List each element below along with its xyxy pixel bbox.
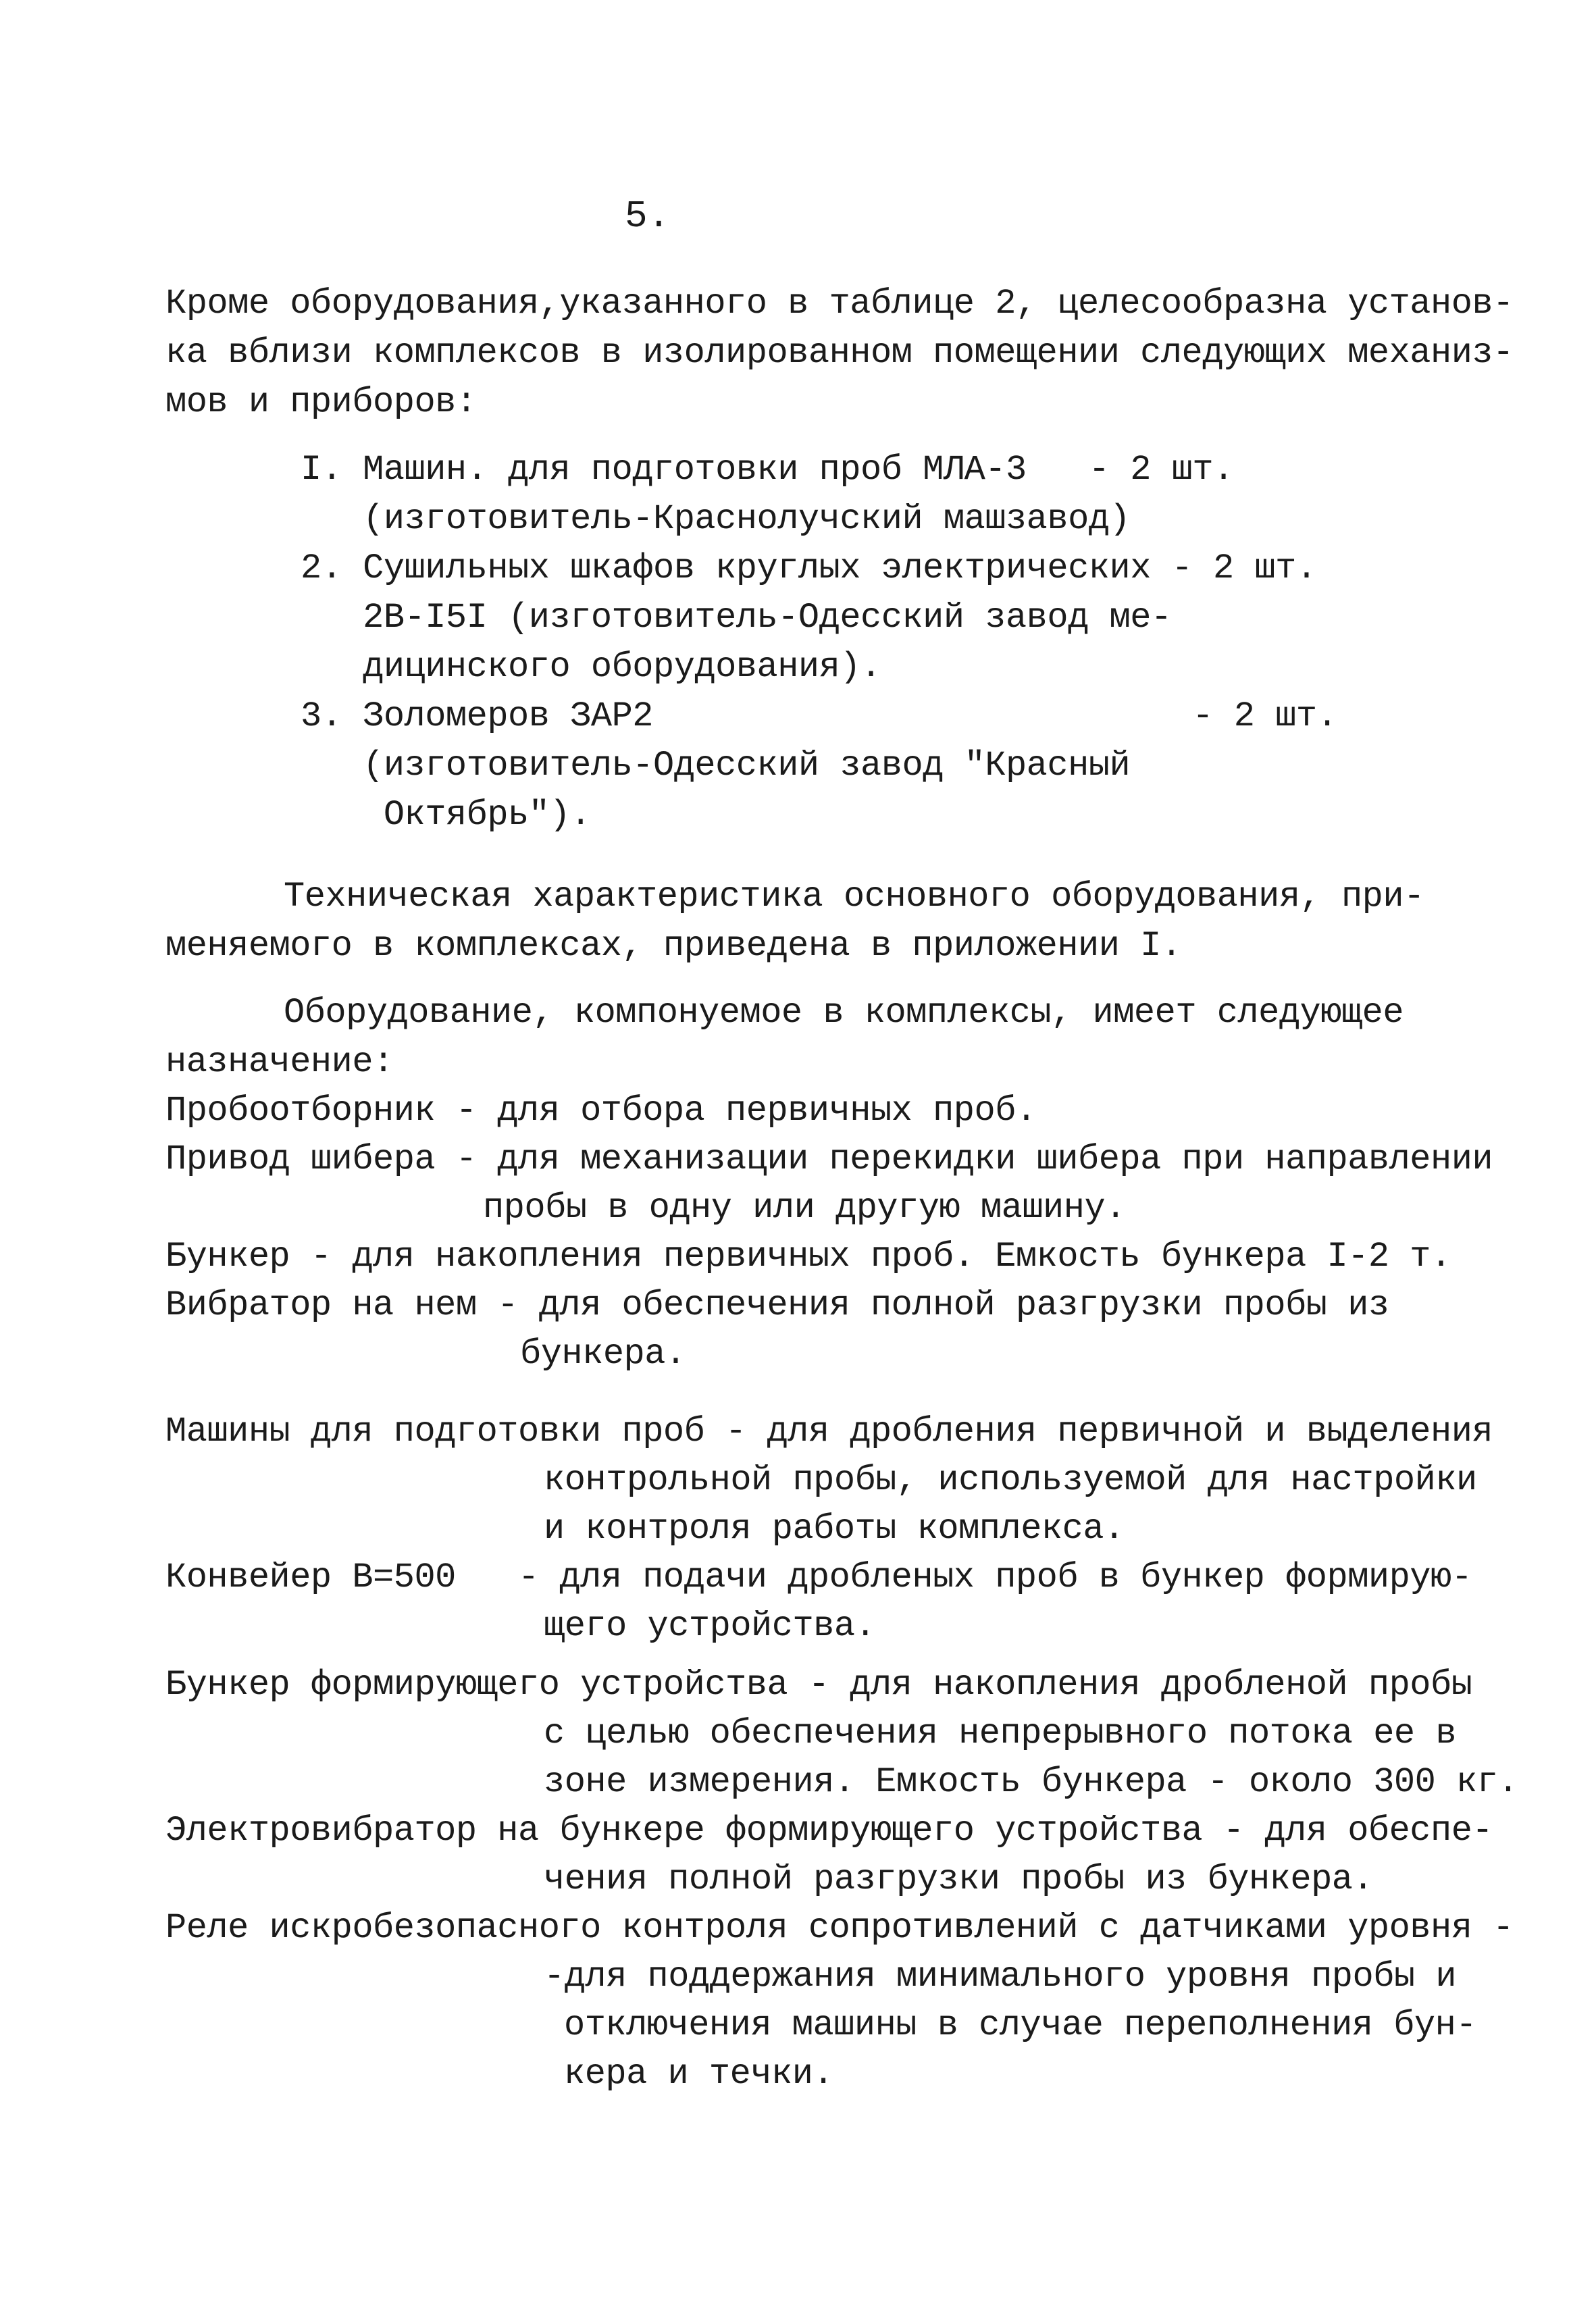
purpose-entry-continuation: чения полной разгрузки пробы из бункера. bbox=[544, 1859, 1374, 1899]
intro-line: Кроме оборудования,указанного в таблице 2, целесообразна установ- bbox=[165, 284, 1514, 324]
purpose-entry-continuation: с целью обеспечения непрерывного потока ее в bbox=[544, 1714, 1457, 1753]
purpose-entry: Машины для подготовки проб - для дробления первичной и выделения bbox=[165, 1412, 1493, 1451]
equipment-item-1-detail: (изготовитель-Краснолучский машзавод) bbox=[301, 499, 1131, 539]
purpose-entry-continuation: пробы в одну или другую машину. bbox=[483, 1188, 1126, 1228]
purpose-entry: Вибратор на нем - для обеспечения полной разгрузки пробы из bbox=[165, 1285, 1389, 1325]
intro-line: ка вблизи комплексов в изолированном помещении следующих механиз- bbox=[165, 333, 1514, 373]
purpose-entry: Конвейер В=500 - для подачи дробленых проб в бункер формирую- bbox=[165, 1558, 1472, 1597]
purpose-entry: Пробоотборник - для отбора первичных проб. bbox=[165, 1091, 1037, 1131]
intro-line: мов и приборов: bbox=[165, 382, 477, 422]
purpose-intro-line: назначение: bbox=[165, 1042, 394, 1082]
purpose-entry-continuation: кера и течки. bbox=[564, 2054, 834, 2094]
purpose-entry-continuation: -для поддержания минимального уровня пробы и bbox=[544, 1957, 1457, 1997]
purpose-entry: Бункер - для накопления первичных проб. Емкость бункера I-2 т. bbox=[165, 1237, 1451, 1277]
equipment-item-2: 2. Сушильных шкафов круглых электрических - 2 шт. bbox=[301, 548, 1317, 588]
purpose-entry: Бункер формирующего устройства - для накопления дробленой пробы bbox=[165, 1665, 1472, 1705]
purpose-entry-continuation: и контроля работы комплекса. bbox=[544, 1509, 1125, 1549]
purpose-entry: Реле искробезопасного контроля сопротивлений с датчиками уровня - bbox=[165, 1908, 1514, 1948]
equipment-item-3: 3. Золомеров ЗАР2 - 2 шт. bbox=[301, 696, 1338, 736]
equipment-item-3-detail: Октябрь"). bbox=[301, 795, 591, 835]
purpose-entry-continuation: отключения машины в случае переполнения бун- bbox=[564, 2005, 1477, 2045]
equipment-item-2-detail: дицинского оборудования). bbox=[301, 647, 881, 687]
purpose-entry: Привод шибера - для механизации перекидки шибера при направлении bbox=[165, 1139, 1493, 1179]
purpose-entry-continuation: бункера. bbox=[520, 1334, 686, 1374]
tech-paragraph-line: Техническая характеристика основного оборудования, при- bbox=[284, 877, 1424, 917]
purpose-entry-continuation: щего устройства. bbox=[544, 1606, 876, 1646]
purpose-entry: Электровибратор на бункере формирующего устройства - для обеспе- bbox=[165, 1811, 1493, 1851]
purpose-intro-line: Оборудование, компонуемое в комплексы, имеет следующее bbox=[284, 993, 1404, 1033]
page-number: 5. bbox=[625, 195, 671, 238]
purpose-entry-continuation: зоне измерения. Емкость бункера - около 300 кг. bbox=[544, 1762, 1519, 1802]
equipment-item-3-detail: (изготовитель-Одесский завод "Красный bbox=[301, 746, 1131, 786]
equipment-item-1: I. Машин. для подготовки проб МЛА-3 - 2 шт. bbox=[301, 450, 1234, 490]
purpose-entry-continuation: контрольной пробы, используемой для настройки bbox=[544, 1460, 1477, 1500]
equipment-item-2-detail: 2В-I5I (изготовитель-Одесский завод ме- bbox=[301, 598, 1172, 638]
tech-paragraph-line: меняемого в комплексах, приведена в приложении I. bbox=[165, 926, 1182, 966]
